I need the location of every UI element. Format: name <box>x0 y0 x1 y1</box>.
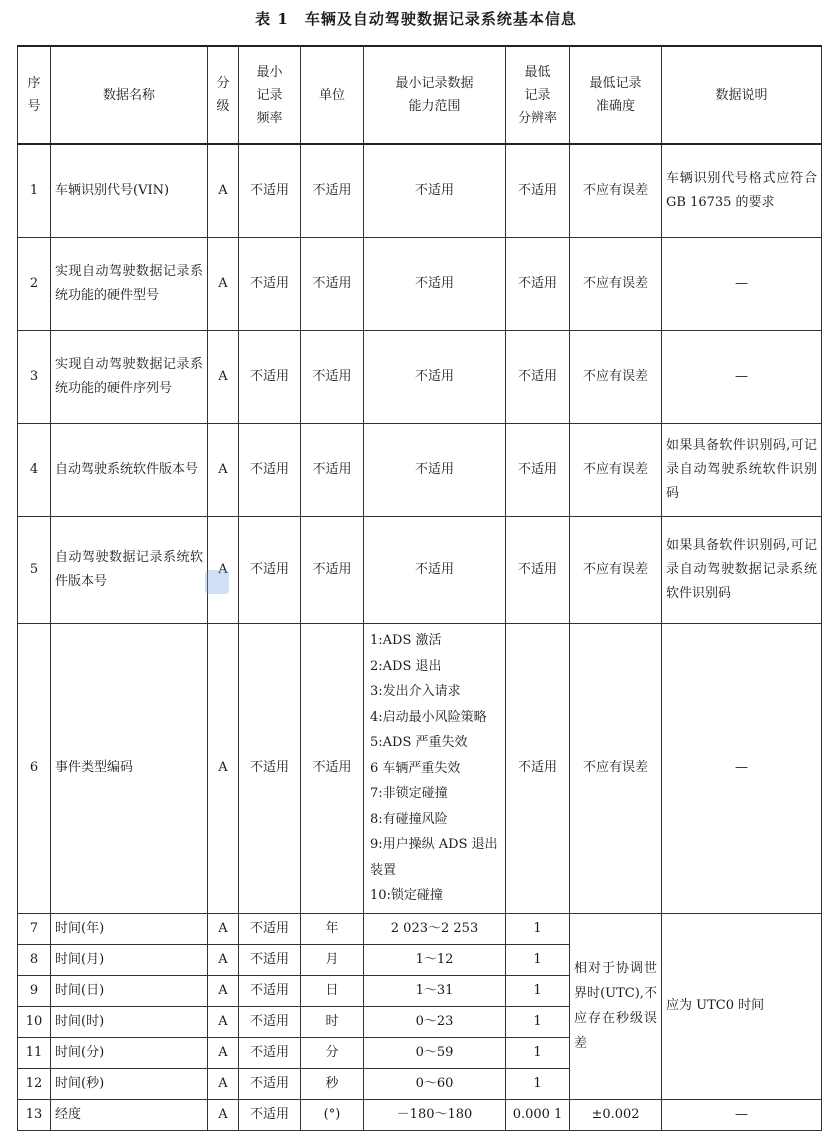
cell-grade: A <box>208 1068 239 1099</box>
cell-frequency: 不适用 <box>239 517 301 624</box>
cell-range: 不适用 <box>364 331 506 424</box>
cell-name: 时间(时) <box>51 1006 208 1037</box>
cell-grade: A <box>208 144 239 238</box>
watermark-icon <box>205 570 229 594</box>
cell-unit: 时 <box>301 1006 364 1037</box>
cell-range: 不适用 <box>364 517 506 624</box>
cell-name: 实现自动驾驶数据记录系统功能的硬件型号 <box>51 238 208 331</box>
cell-seq: 8 <box>18 944 51 975</box>
cell-frequency: 不适用 <box>239 238 301 331</box>
cell-seq: 6 <box>18 624 51 914</box>
cell-accuracy: 不应有误差 <box>570 624 662 914</box>
table-row <box>18 331 822 424</box>
header-row <box>18 46 822 144</box>
cell-frequency: 不适用 <box>239 144 301 238</box>
cell-range: 不适用 <box>364 144 506 238</box>
header-accuracy: 最低记录 准确度 <box>570 46 662 144</box>
cell-name: 自动驾驶数据记录系统软件版本号 <box>51 517 208 624</box>
cell-seq: 13 <box>18 1099 51 1130</box>
event-code-item: 6 车辆严重失效 <box>370 760 461 776</box>
cell-unit: 月 <box>301 944 364 975</box>
event-code-item: 9:用户操纵 ADS 退出装置 <box>370 837 498 878</box>
cell-accuracy: 不应有误差 <box>570 424 662 517</box>
cell-frequency: 不适用 <box>239 944 301 975</box>
cell-range: －180～180 <box>364 1099 506 1130</box>
cell-resolution: 不适用 <box>506 424 570 517</box>
table-row <box>18 913 822 944</box>
cell-frequency: 不适用 <box>239 331 301 424</box>
cell-description-time-group: 应为 UTC0 时间 <box>662 913 822 1099</box>
cell-description: — <box>662 624 822 914</box>
header-seq: 序 号 <box>18 46 51 144</box>
cell-name: 时间(秒) <box>51 1068 208 1099</box>
cell-grade: A <box>208 238 239 331</box>
cell-resolution: 1 <box>506 975 570 1006</box>
cell-seq: 2 <box>18 238 51 331</box>
cell-resolution: 不适用 <box>506 331 570 424</box>
cell-resolution: 不适用 <box>506 144 570 238</box>
table-row <box>18 1099 822 1130</box>
cell-range: 0～60 <box>364 1068 506 1099</box>
cell-accuracy: ±0.002 <box>570 1099 662 1130</box>
table-row <box>18 144 822 238</box>
header-grade: 分 级 <box>208 46 239 144</box>
cell-resolution: 不适用 <box>506 238 570 331</box>
cell-name: 实现自动驾驶数据记录系统功能的硬件序列号 <box>51 331 208 424</box>
cell-grade: A <box>208 1037 239 1068</box>
cell-frequency: 不适用 <box>239 424 301 517</box>
cell-seq: 11 <box>18 1037 51 1068</box>
cell-frequency: 不适用 <box>239 624 301 914</box>
cell-range: 2 023～2 253 <box>364 913 506 944</box>
cell-accuracy: 不应有误差 <box>570 331 662 424</box>
cell-unit: 不适用 <box>301 624 364 914</box>
cell-range: 不适用 <box>364 238 506 331</box>
cell-grade: A <box>208 1099 239 1130</box>
cell-range: 1～31 <box>364 975 506 1006</box>
table-row <box>18 624 822 914</box>
cell-unit: 不适用 <box>301 331 364 424</box>
cell-seq: 10 <box>18 1006 51 1037</box>
cell-name: 车辆识别代号(VIN) <box>51 144 208 238</box>
cell-frequency: 不适用 <box>239 1037 301 1068</box>
cell-seq: 12 <box>18 1068 51 1099</box>
cell-name: 事件类型编码 <box>51 624 208 914</box>
cell-resolution: 1 <box>506 913 570 944</box>
cell-unit: 秒 <box>301 1068 364 1099</box>
cell-unit: 日 <box>301 975 364 1006</box>
cell-accuracy: 不应有误差 <box>570 144 662 238</box>
cell-seq: 5 <box>18 517 51 624</box>
cell-range: 0～59 <box>364 1037 506 1068</box>
cell-resolution: 1 <box>506 1037 570 1068</box>
cell-seq: 9 <box>18 975 51 1006</box>
cell-description: — <box>662 1099 822 1130</box>
cell-range: 不适用 <box>364 424 506 517</box>
event-code-item: 4:启动最小风险策略 <box>370 709 487 725</box>
cell-grade: A <box>208 1006 239 1037</box>
cell-grade: A <box>208 624 239 914</box>
cell-frequency: 不适用 <box>239 913 301 944</box>
cell-unit: 不适用 <box>301 424 364 517</box>
cell-grade: A <box>208 975 239 1006</box>
cell-unit: 年 <box>301 913 364 944</box>
header-resolution: 最低 记录 分辨率 <box>506 46 570 144</box>
cell-name: 时间(年) <box>51 913 208 944</box>
cell-resolution: 1 <box>506 1068 570 1099</box>
event-code-item: 7:非锁定碰撞 <box>370 786 448 801</box>
cell-unit: 不适用 <box>301 144 364 238</box>
cell-accuracy: 不应有误差 <box>570 238 662 331</box>
cell-seq: 3 <box>18 331 51 424</box>
header-range: 最小记录数据 能力范围 <box>364 46 506 144</box>
cell-name: 自动驾驶系统软件版本号 <box>51 424 208 517</box>
cell-name: 经度 <box>51 1099 208 1130</box>
cell-grade: A <box>208 944 239 975</box>
cell-grade: A <box>208 424 239 517</box>
cell-name: 时间(日) <box>51 975 208 1006</box>
cell-seq: 4 <box>18 424 51 517</box>
cell-resolution: 1 <box>506 1006 570 1037</box>
header-frequency: 最小 记录 频率 <box>239 46 301 144</box>
header-description: 数据说明 <box>662 46 822 144</box>
cell-frequency: 不适用 <box>239 1068 301 1099</box>
table-row <box>18 424 822 517</box>
cell-description: 车辆识别代号格式应符合 GB 16735 的要求 <box>662 144 822 238</box>
data-table <box>17 45 822 1131</box>
header-unit: 单位 <box>301 46 364 144</box>
cell-frequency: 不适用 <box>239 975 301 1006</box>
cell-unit: 不适用 <box>301 238 364 331</box>
event-code-item: 10:锁定碰撞 <box>370 888 443 903</box>
event-code-item: 8:有碰撞风险 <box>370 811 448 827</box>
event-code-item: 2:ADS 退出 <box>370 658 442 674</box>
cell-range: 1～12 <box>364 944 506 975</box>
cell-name: 时间(分) <box>51 1037 208 1068</box>
cell-resolution: 不适用 <box>506 624 570 914</box>
cell-grade: A <box>208 331 239 424</box>
cell-resolution: 1 <box>506 944 570 975</box>
cell-frequency: 不适用 <box>239 1006 301 1037</box>
cell-grade: A <box>208 913 239 944</box>
table-row <box>18 238 822 331</box>
cell-range-event-list <box>364 624 506 914</box>
cell-resolution: 不适用 <box>506 517 570 624</box>
table-row <box>18 517 822 624</box>
table-title: 表 1 车辆及自动驾驶数据记录系统基本信息 <box>255 10 577 28</box>
cell-unit: 不适用 <box>301 517 364 624</box>
cell-description: — <box>662 238 822 331</box>
event-code-item: 3:发出介入请求 <box>370 684 461 699</box>
header-name: 数据名称 <box>51 46 208 144</box>
cell-accuracy: 不应有误差 <box>570 517 662 624</box>
cell-resolution: 0.000 1 <box>506 1099 570 1130</box>
cell-name: 时间(月) <box>51 944 208 975</box>
event-code-item: 5:ADS 严重失效 <box>370 735 468 750</box>
cell-description: 如果具备软件识别码,可记录自动驾驶数据记录系统软件识别码 <box>662 517 822 624</box>
event-code-item: 1:ADS 激活 <box>370 633 442 648</box>
cell-range: 0～23 <box>364 1006 506 1037</box>
cell-seq: 7 <box>18 913 51 944</box>
cell-frequency: 不适用 <box>239 1099 301 1130</box>
cell-seq: 1 <box>18 144 51 238</box>
cell-unit: (°) <box>301 1099 364 1130</box>
cell-description: 如果具备软件识别码,可记录自动驾驶系统软件识别码 <box>662 424 822 517</box>
cell-grade: A <box>208 517 239 624</box>
cell-accuracy-time-group: 相对于协调世界时(UTC),不应存在秒级误差 <box>570 913 662 1099</box>
cell-description: — <box>662 331 822 424</box>
cell-unit: 分 <box>301 1037 364 1068</box>
